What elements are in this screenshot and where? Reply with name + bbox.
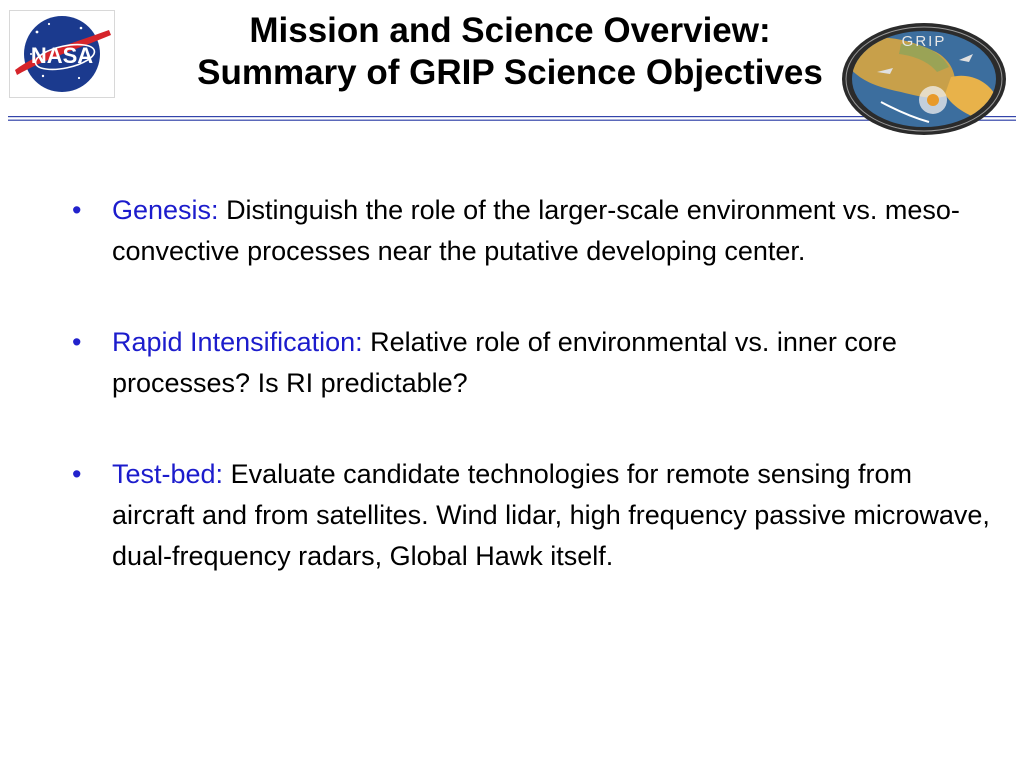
page-title <box>120 10 900 94</box>
objective-term: Test-bed: <box>112 459 231 489</box>
svg-text:GRIP: GRIP <box>901 33 947 50</box>
grip-mission-patch-icon <box>841 22 1007 137</box>
objective-term: Rapid Intensification: <box>112 327 371 357</box>
bullet-icon: • <box>72 327 82 357</box>
title-line-2: Summary of GRIP Science Objectives <box>197 53 823 92</box>
list-item <box>72 454 992 577</box>
bullet-icon: • <box>72 195 82 225</box>
bullet-icon: • <box>72 459 82 489</box>
objective-text: Distinguish the role of the larger-scale environment vs. meso-convective processes near the putative developing center. <box>112 195 960 266</box>
objective-term: Genesis: <box>112 195 227 225</box>
svg-text:NASA: NASA <box>30 43 94 68</box>
list-item <box>72 322 992 404</box>
title-line-1: Mission and Science Overview: <box>249 11 771 50</box>
objective-text: Evaluate candidate technologies for remote sensing from aircraft and from satellites. Wind lidar, high frequency passive microwave, dual-frequency radars, Global Hawk itself. <box>112 459 990 571</box>
objectives-list <box>72 190 992 627</box>
objective-text: Relative role of environmental vs. inner core processes? Is RI predictable? <box>112 327 897 398</box>
nasa-logo-icon <box>9 10 115 98</box>
list-item <box>72 190 992 272</box>
